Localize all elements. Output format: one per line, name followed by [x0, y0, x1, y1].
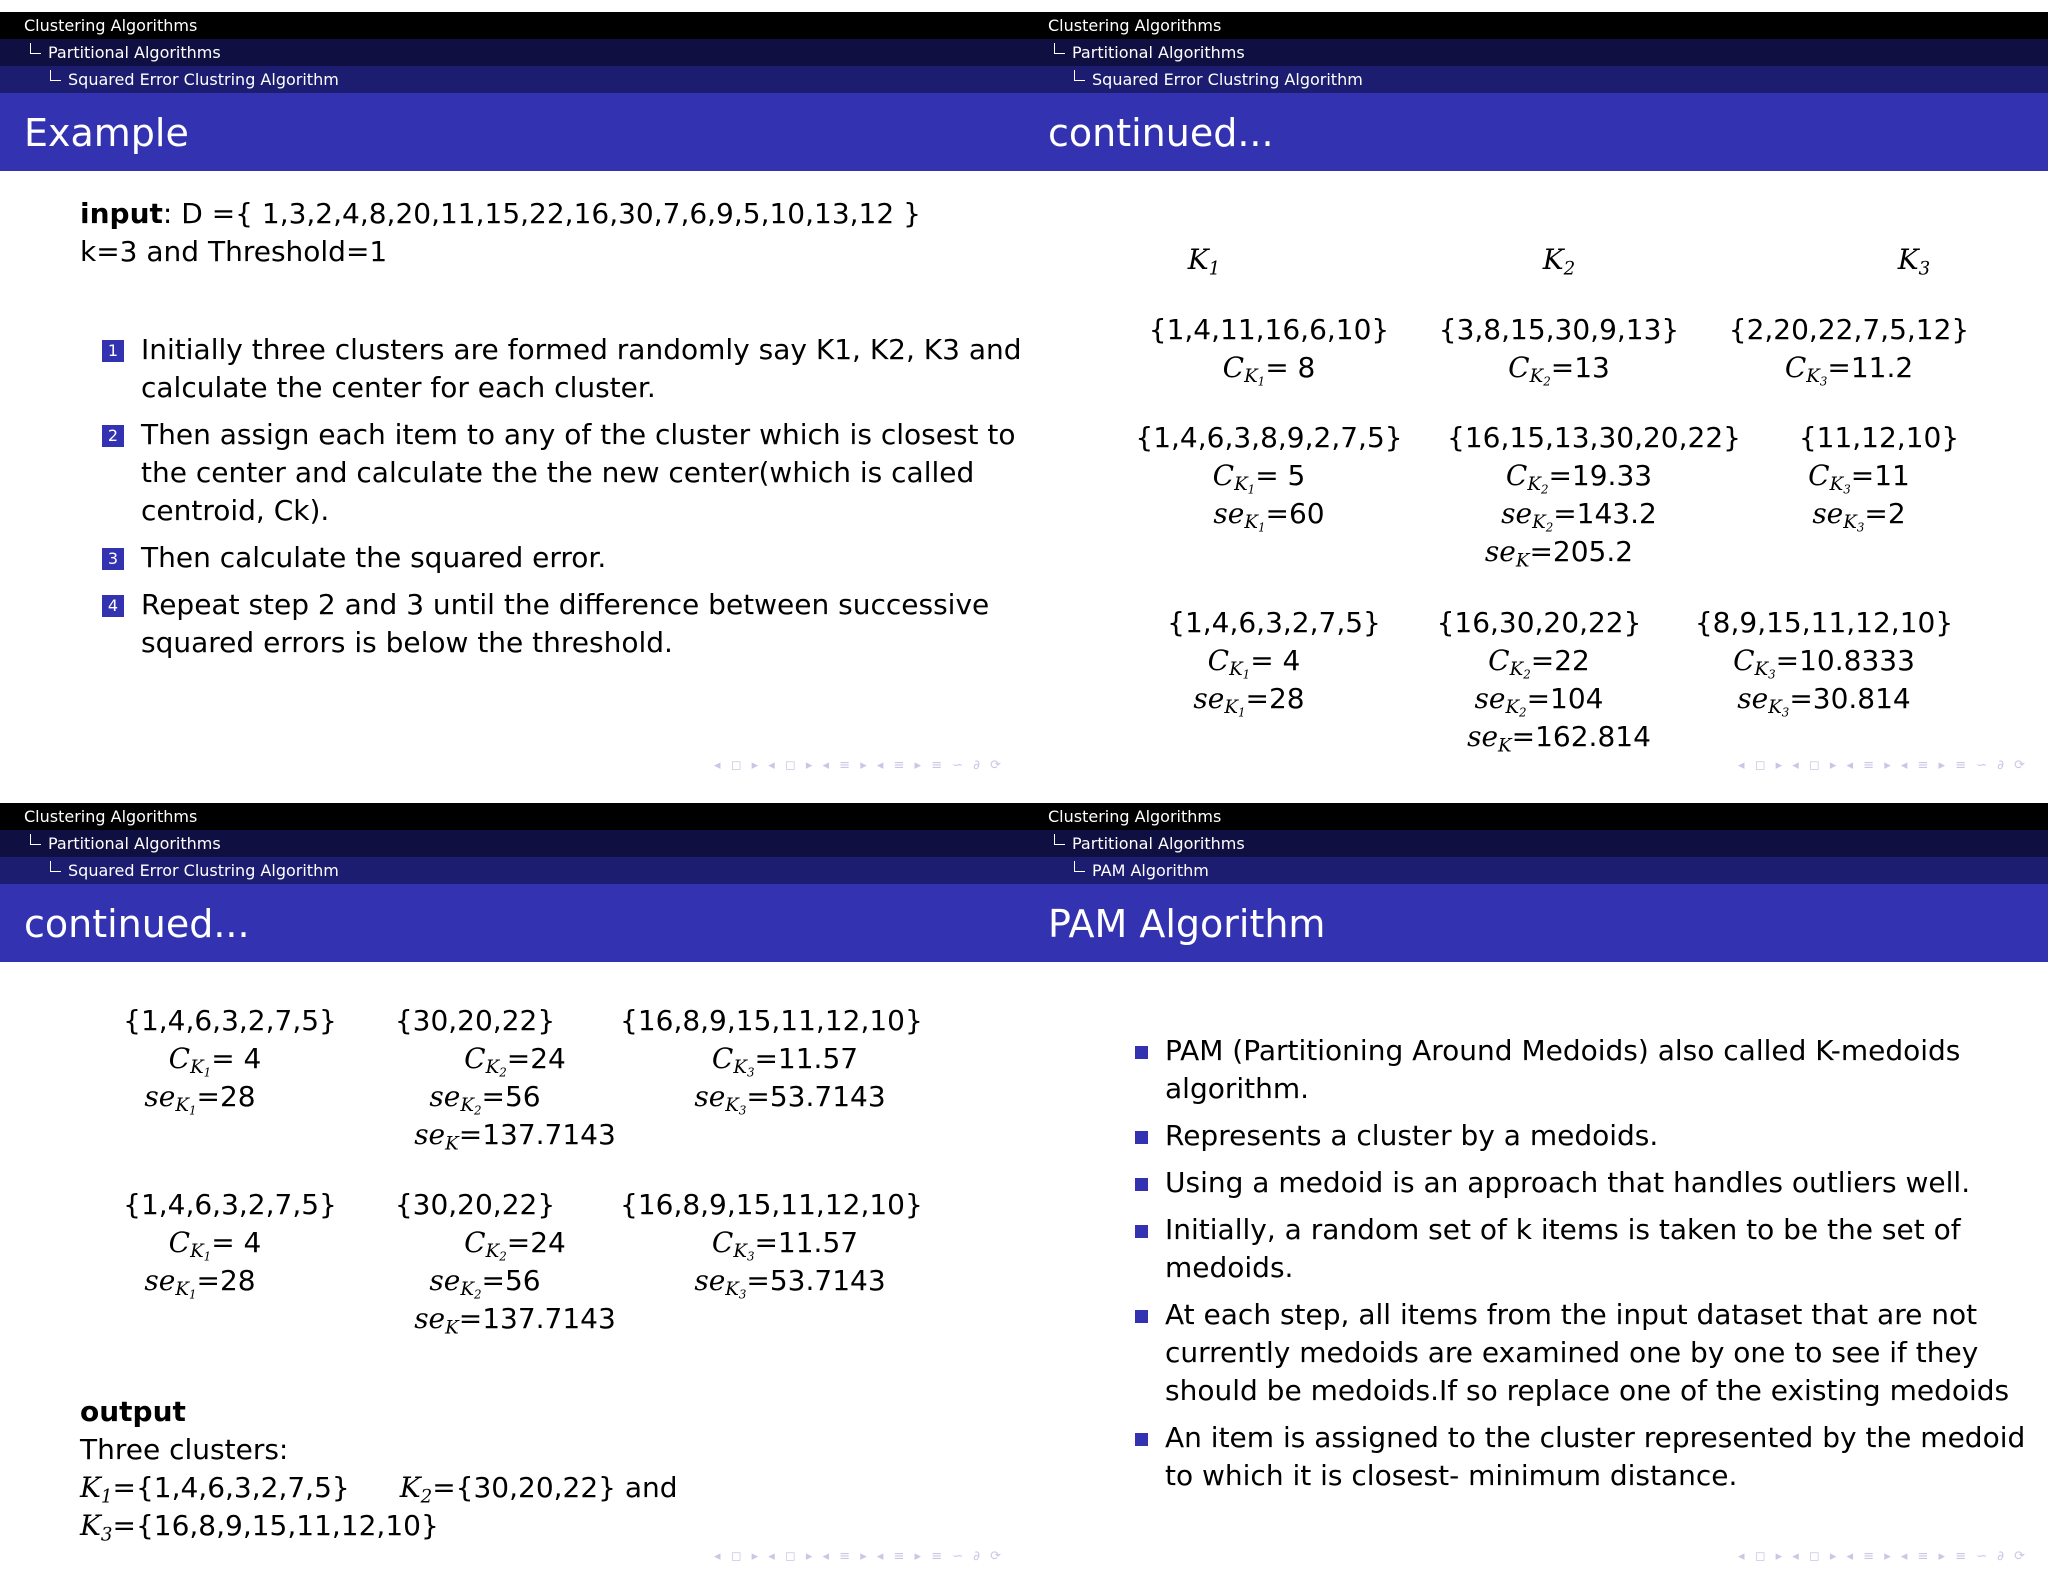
header-section — [0, 12, 1024, 39]
cluster-set: {1,4,11,16,6,10} — [1148, 313, 1390, 346]
centroid-value: $C_{K_2}=13$ — [1508, 351, 1610, 389]
slide-body — [1024, 962, 2048, 1582]
output-clusters: $K_3=\{16,8,9,15,11,12,10\}$ — [80, 1509, 439, 1546]
step-number: 1 — [102, 340, 124, 362]
squared-error: $se_{K_2}=143.2$ — [1501, 497, 1657, 535]
subsubsection-label: Squared Error Clustring Algorithm — [68, 861, 339, 880]
bullet-text: should be medoids.If so replace one of the existing medoids — [1165, 1374, 2010, 1407]
cluster-set: {1,4,6,3,2,7,5} — [123, 1004, 337, 1037]
tree-branch-icon — [30, 834, 41, 845]
squared-error: $se_{K_1}=60$ — [1213, 497, 1325, 535]
output-text: Three clusters: — [80, 1433, 289, 1466]
subsection-label: Partitional Algorithms — [1072, 43, 1245, 62]
cluster-set: {1,4,6,3,2,7,5} — [123, 1188, 337, 1221]
bullet-text: PAM (Partitioning Around Medoids) also called K-medoids — [1165, 1034, 1961, 1067]
step-text: Initially three clusters are formed randomly say K1, K2, K3 and — [141, 333, 1022, 366]
column-header-k2: $K_2$ — [1542, 243, 1576, 280]
title-bar — [0, 93, 1024, 171]
header-subsection — [0, 830, 1024, 857]
bullet-text: algorithm. — [1165, 1072, 1310, 1105]
cluster-set: {30,20,22} — [394, 1188, 556, 1221]
step-number: 4 — [102, 595, 124, 617]
squared-error: $se_{K_2}=56$ — [429, 1080, 541, 1118]
bullet-text: At each step, all items from the input dataset that are not — [1165, 1298, 1978, 1331]
squared-error: $se_{K_3}=53.7143$ — [694, 1080, 886, 1118]
bullet-text: Using a medoid is an approach that handles outliers well. — [1165, 1166, 1971, 1199]
cluster-set: {16,8,9,15,11,12,10} — [620, 1188, 923, 1221]
step-number: 2 — [102, 425, 124, 447]
cluster-set: {2,20,22,7,5,12} — [1728, 313, 1970, 346]
centroid-value: $C_{K_3}=11.57$ — [711, 1042, 859, 1080]
tree-branch-icon — [1054, 834, 1065, 845]
tree-branch-icon — [50, 70, 61, 81]
centroid-value: $C_{K_1}= 5$ — [1212, 459, 1306, 497]
bullet-text: Represents a cluster by a medoids. — [1165, 1119, 1659, 1152]
bullet-icon — [1135, 1310, 1148, 1323]
section-label: Clustering Algorithms — [1048, 16, 1222, 35]
bullet-icon — [1135, 1225, 1148, 1238]
bullet-icon — [1135, 1178, 1148, 1191]
input-line — [80, 195, 921, 233]
bullet-icon — [1135, 1046, 1148, 1059]
subsection-label: Partitional Algorithms — [48, 834, 221, 853]
title-bar — [1024, 93, 2048, 171]
section-label: Clustering Algorithms — [24, 16, 198, 35]
centroid-value: $C_{K_1}= 4$ — [168, 1226, 262, 1264]
step-text: Then calculate the squared error. — [141, 541, 607, 574]
slide-body — [0, 962, 1024, 1582]
bullet-text: Initially, a random set of k items is taken to be the set of — [1165, 1213, 1961, 1246]
squared-error: $se_{K_2}=56$ — [429, 1264, 541, 1302]
step-text: calculate the center for each cluster. — [141, 371, 656, 404]
centroid-value: $C_{K_2}=19.33$ — [1505, 459, 1653, 497]
slide-body — [1024, 171, 2048, 791]
bullet-icon — [1135, 1131, 1148, 1144]
tree-branch-icon — [1074, 861, 1085, 872]
tree-branch-icon — [1054, 43, 1065, 54]
beamer-navigation[interactable]: ◂ ◻ ▸ ◂ ◻ ▸ ◂ ≡ ▸ ◂ ≡ ▸ ≡ ∽ ∂ ⟳ — [714, 758, 1004, 773]
step-text: the center and calculate the the new center(which is called — [141, 456, 975, 489]
cluster-set: {1,4,6,3,2,7,5} — [1167, 606, 1381, 639]
bullet-text: medoids. — [1165, 1251, 1294, 1284]
input-label: input — [80, 197, 163, 230]
cluster-set: {3,8,15,30,9,13} — [1438, 313, 1680, 346]
slide-pam — [1024, 791, 2048, 1582]
tree-branch-icon — [1074, 70, 1085, 81]
subsection-label: Partitional Algorithms — [48, 43, 221, 62]
subsubsection-label: Squared Error Clustring Algorithm — [68, 70, 339, 89]
header-subsubsection — [0, 857, 1024, 884]
beamer-navigation[interactable]: ◂ ◻ ▸ ◂ ◻ ▸ ◂ ≡ ▸ ◂ ≡ ▸ ≡ ∽ ∂ ⟳ — [1738, 758, 2028, 773]
subsubsection-label: Squared Error Clustring Algorithm — [1092, 70, 1363, 89]
section-label: Clustering Algorithms — [1048, 807, 1222, 826]
slide-continued-2 — [0, 791, 1024, 1582]
slide-title: continued... — [1048, 111, 1274, 155]
column-header-k1: $K_1$ — [1187, 243, 1221, 280]
centroid-value: $C_{K_2}=22$ — [1488, 644, 1590, 682]
squared-error: $se_{K_1}=28$ — [1193, 682, 1305, 720]
step-text: Then assign each item to any of the cluster which is closest to — [141, 418, 1016, 451]
total-squared-error: $se_K=137.7143$ — [414, 1302, 616, 1339]
title-bar — [1024, 884, 2048, 962]
slide-title: continued... — [24, 902, 250, 946]
header-subsection — [0, 39, 1024, 66]
step-text: Repeat step 2 and 3 until the difference between successive — [141, 588, 990, 621]
slide-title: Example — [24, 111, 189, 155]
header-section — [1024, 803, 2048, 830]
centroid-value: $C_{K_3}=10.8333$ — [1733, 644, 1915, 682]
output-label: output — [80, 1395, 186, 1428]
squared-error: $se_{K_3}=53.7143$ — [694, 1264, 886, 1302]
bullet-icon — [1135, 1433, 1148, 1446]
column-header-k3: $K_3$ — [1897, 243, 1931, 280]
slide-title: PAM Algorithm — [1048, 902, 1326, 946]
step-number: 3 — [102, 548, 124, 570]
cluster-set: {11,12,10} — [1798, 421, 1960, 454]
input-value: : D ={ 1,3,2,4,8,20,11,15,22,16,30,7,6,9,5,10,13,12 } — [162, 197, 921, 230]
squared-error: $se_{K_3}=2$ — [1812, 497, 1906, 535]
cluster-set: {8,9,15,11,12,10} — [1694, 606, 1954, 639]
cluster-set: {16,15,13,30,20,22} — [1447, 421, 1741, 454]
step-text: squared errors is below the threshold. — [141, 626, 673, 659]
tree-branch-icon — [50, 861, 61, 872]
cluster-set: {16,30,20,22} — [1436, 606, 1642, 639]
beamer-navigation[interactable]: ◂ ◻ ▸ ◂ ◻ ▸ ◂ ≡ ▸ ◂ ≡ ▸ ≡ ∽ ∂ ⟳ — [1738, 1549, 2028, 1564]
header-subsubsection — [0, 66, 1024, 93]
bullet-text: currently medoids are examined one by one to see if they — [1165, 1336, 1979, 1369]
bullet-text: to which it is closest- minimum distance. — [1165, 1459, 1738, 1492]
header-section — [1024, 12, 2048, 39]
header-subsubsection — [1024, 66, 2048, 93]
centroid-value: $C_{K_2}=24$ — [464, 1042, 566, 1080]
output-clusters: $K_1=\{1,4,6,3,2,7,5\}$ $K_2=\{30,20,22\}$ and — [80, 1471, 678, 1508]
centroid-value: $C_{K_3}=11$ — [1808, 459, 1910, 497]
bullet-text: An item is assigned to the cluster represented by the medoid — [1165, 1421, 2026, 1454]
header-subsection — [1024, 39, 2048, 66]
squared-error: $se_{K_1}=28$ — [144, 1264, 256, 1302]
step-text: centroid, Ck). — [141, 494, 330, 527]
centroid-value: $C_{K_1}= 8$ — [1222, 351, 1316, 389]
subsubsection-label: PAM Algorithm — [1092, 861, 1209, 880]
squared-error: $se_{K_3}=30.814$ — [1737, 682, 1911, 720]
cluster-set: {1,4,6,3,8,9,2,7,5} — [1135, 421, 1403, 454]
section-label: Clustering Algorithms — [24, 807, 198, 826]
beamer-navigation[interactable]: ◂ ◻ ▸ ◂ ◻ ▸ ◂ ≡ ▸ ◂ ≡ ▸ ≡ ∽ ∂ ⟳ — [714, 1549, 1004, 1564]
slide-example — [0, 0, 1024, 791]
centroid-value: $C_{K_1}= 4$ — [168, 1042, 262, 1080]
header-subsection — [1024, 830, 2048, 857]
centroid-value: $C_{K_2}=24$ — [464, 1226, 566, 1264]
cluster-set: {30,20,22} — [394, 1004, 556, 1037]
title-bar — [0, 884, 1024, 962]
header-subsubsection — [1024, 857, 2048, 884]
centroid-value: $C_{K_3}=11.57$ — [711, 1226, 859, 1264]
centroid-value: $C_{K_1}= 4$ — [1207, 644, 1301, 682]
params-line: k=3 and Threshold=1 — [80, 235, 388, 268]
header-section — [0, 803, 1024, 830]
slide-body — [0, 171, 1024, 791]
centroid-value: $C_{K_3}=11.2$ — [1784, 351, 1914, 389]
tree-branch-icon — [30, 43, 41, 54]
squared-error: $se_{K_2}=104$ — [1474, 682, 1604, 720]
total-squared-error: $se_K=162.814$ — [1467, 720, 1651, 757]
subsection-label: Partitional Algorithms — [1072, 834, 1245, 853]
total-squared-error: $se_K=137.7143$ — [414, 1118, 616, 1155]
squared-error: $se_{K_1}=28$ — [144, 1080, 256, 1118]
cluster-set: {16,8,9,15,11,12,10} — [620, 1004, 923, 1037]
total-squared-error: $se_K=205.2$ — [1484, 535, 1634, 572]
slide-continued-1 — [1024, 0, 2048, 791]
